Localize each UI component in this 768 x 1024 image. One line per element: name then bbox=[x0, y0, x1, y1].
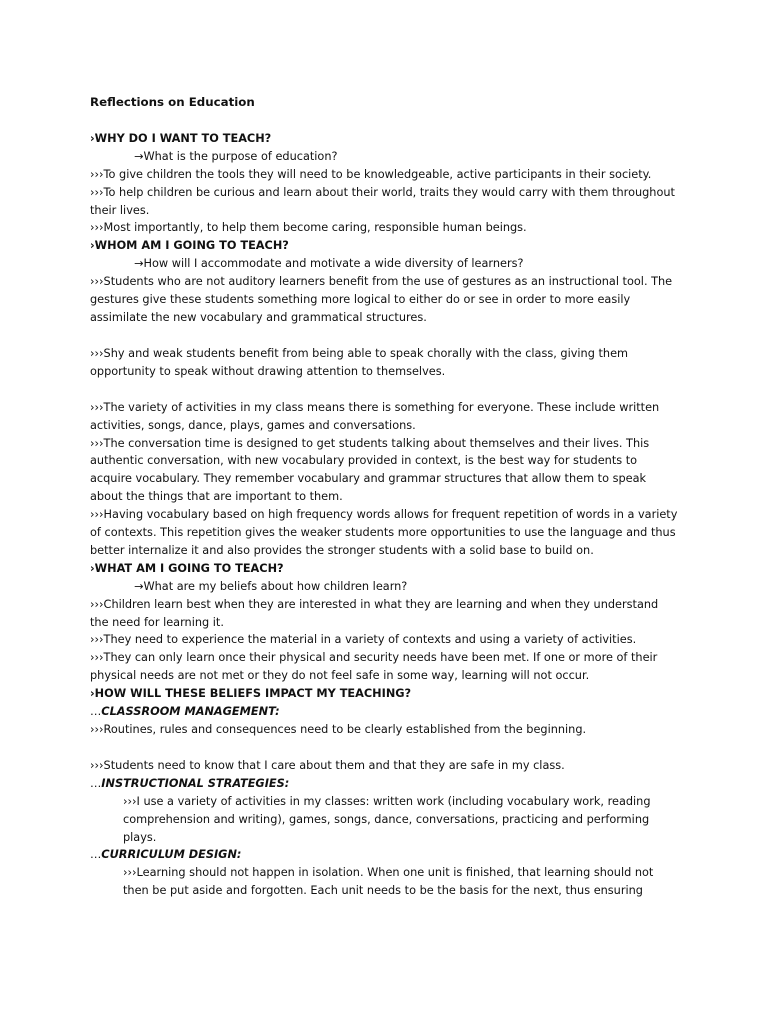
guiding-question: →What is the purpose of education? bbox=[134, 149, 338, 163]
section-heading: ›WHAT AM I GOING TO TEACH? bbox=[90, 561, 284, 575]
section-heading: ›WHY DO I WANT TO TEACH? bbox=[90, 131, 272, 145]
subsection-heading-text: CURRICULUM DESIGN: bbox=[101, 848, 242, 862]
subsection-heading-text: CLASSROOM MANAGEMENT: bbox=[101, 705, 280, 719]
section-heading: ›HOW WILL THESE BELIEFS IMPACT MY TEACHING? bbox=[90, 687, 412, 701]
paragraph: ›››Children learn best when they are interested in what they are learning and when they understand the need for learning it. bbox=[90, 597, 659, 629]
paragraph: ›››Students need to know that I care about them and that they are safe in my class. bbox=[90, 758, 565, 772]
ellipsis-marker: … bbox=[90, 848, 102, 862]
document-lines bbox=[90, 130, 680, 900]
ellipsis-marker: … bbox=[90, 705, 102, 719]
paragraph: ›››To help children be curious and learn about their world, traits they would carry with them throughout their lives. bbox=[90, 185, 675, 217]
paragraph: ›››The variety of activities in my class means there is something for everyone. These include written activities, songs, dance, plays, games and conversations. bbox=[90, 400, 660, 432]
guiding-question: →How will I accommodate and motivate a wide diversity of learners? bbox=[134, 257, 524, 271]
document-body bbox=[90, 94, 680, 900]
subsection-heading bbox=[90, 703, 680, 721]
ellipsis-marker: … bbox=[90, 776, 102, 790]
indented-paragraph: ›››Learning should not happen in isolation. When one unit is finished, that learning should not then be put aside and forgotten. Each unit needs to be the basis for the next, thus ensuring bbox=[123, 866, 654, 898]
paragraph: ›››Students who are not auditory learners benefit from the use of gestures as an instructional tool. The gestures give these students something more logical to either do or see in order to more easily assimilate the new vocabulary and grammatical structures. bbox=[90, 275, 673, 324]
paragraph: ›››Shy and weak students benefit from being able to speak chorally with the class, giving them opportunity to speak without drawing attention to themselves. bbox=[90, 346, 629, 378]
subsection-heading bbox=[90, 775, 680, 793]
paragraph: ›››They need to experience the material in a variety of contexts and using a variety of activities. bbox=[90, 633, 637, 647]
paragraph-gap bbox=[90, 739, 680, 757]
paragraph-gap bbox=[90, 327, 680, 345]
paragraph: ›››Having vocabulary based on high frequency words allows for frequent repetition of words in a variety of contexts. This repetition gives the weaker students more opportunities to use the language and thus better internalize it and also provides the stronger students with a solid base to build on. bbox=[90, 508, 678, 557]
paragraph: ›››Routines, rules and consequences need to be clearly established from the beginning. bbox=[90, 723, 587, 736]
paragraph: ›››To give children the tools they will need to be knowledgeable, active participants in their society. bbox=[90, 167, 652, 181]
section-heading: ›WHOM AM I GOING TO TEACH? bbox=[90, 239, 289, 253]
indented-paragraph: ›››I use a variety of activities in my classes: written work (including vocabulary work, reading comprehension and writing), games, songs, dance, conversations, practicing and performing plays. bbox=[123, 794, 651, 844]
paragraph: ›››Most importantly, to help them become caring, responsible human beings. bbox=[90, 221, 527, 235]
document-title: Reflections on Education bbox=[90, 95, 255, 109]
paragraph: ›››The conversation time is designed to get students talking about themselves and their lives. This authentic conversation, with new vocabulary provided in context, is the best way for students to acquire vocabulary. They remember vocabulary and grammar structures that allow them to speak about the things that are important to them. bbox=[90, 436, 650, 504]
guiding-question: →What are my beliefs about how children learn? bbox=[134, 579, 408, 593]
paragraph: ›››They can only learn once their physical and security needs have been met. If one or more of their physical needs are not met or they do not feel safe in some way, learning will not occur. bbox=[90, 651, 658, 683]
subsection-heading-text: INSTRUCTIONAL STRATEGIES: bbox=[101, 776, 290, 790]
subsection-heading bbox=[90, 846, 680, 864]
paragraph-gap bbox=[90, 381, 680, 399]
